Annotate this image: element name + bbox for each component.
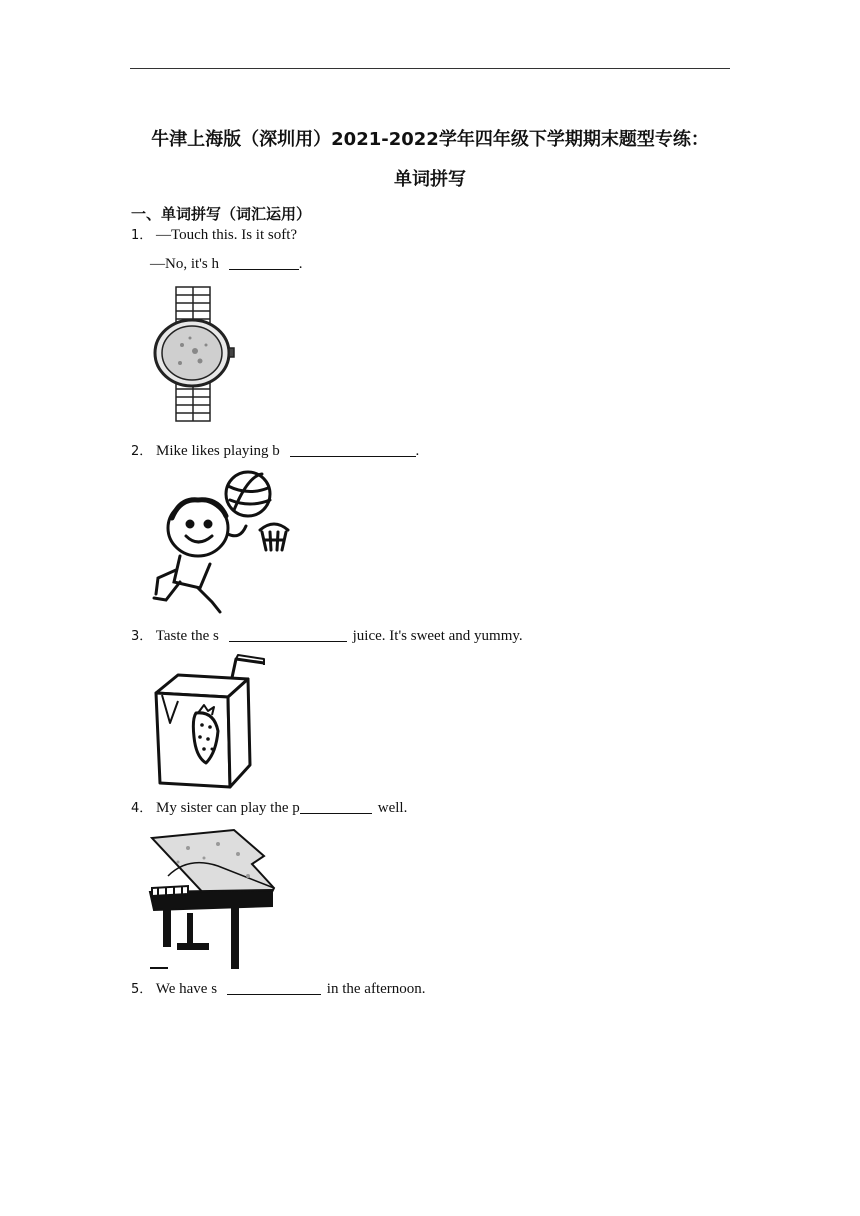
question-3: 3． Taste the s juice. It's sweet and yummy.	[131, 628, 523, 644]
piano-image	[148, 826, 280, 970]
question-number: 5．	[131, 982, 153, 997]
question-number: 1．	[131, 228, 153, 243]
boy-basketball-image	[150, 470, 300, 618]
juice-box-image	[148, 653, 270, 791]
question-text: —No, it's h	[150, 256, 219, 272]
question-1	[131, 226, 297, 245]
watch-image	[150, 283, 236, 425]
document-title-line1: 牛津上海版（深圳用）2021-2022学年四年级下学期期末题型专练：	[151, 129, 709, 150]
question-text: We have s	[155, 981, 218, 997]
question-5: 5． We have s in the afternoon.	[131, 981, 426, 997]
answer-blank[interactable]	[300, 799, 372, 814]
question-text: Mike likes playing b	[156, 443, 280, 459]
answer-blank[interactable]	[229, 627, 347, 642]
answer-blank[interactable]	[227, 980, 321, 995]
document-title-line2: 单词拼写	[394, 169, 466, 190]
question-text: —Touch this. Is it soft?	[156, 227, 298, 243]
question-text: Taste the s	[155, 628, 219, 644]
question-number: 3．	[131, 629, 153, 644]
header-rule	[130, 68, 730, 69]
answer-blank[interactable]	[229, 255, 299, 270]
answer-blank[interactable]	[290, 442, 416, 457]
question-2: 2． Mike likes playing b .	[131, 443, 420, 459]
question-4: 4． My sister can play the p well.	[131, 800, 408, 816]
question-text: My sister can play the p	[156, 800, 300, 816]
question-1-answer-line: —No, it's h .	[150, 256, 303, 272]
question-number: 2．	[131, 444, 153, 459]
section-heading: 一、单词拼写（词汇运用）	[131, 205, 312, 223]
question-number: 4．	[131, 801, 153, 816]
